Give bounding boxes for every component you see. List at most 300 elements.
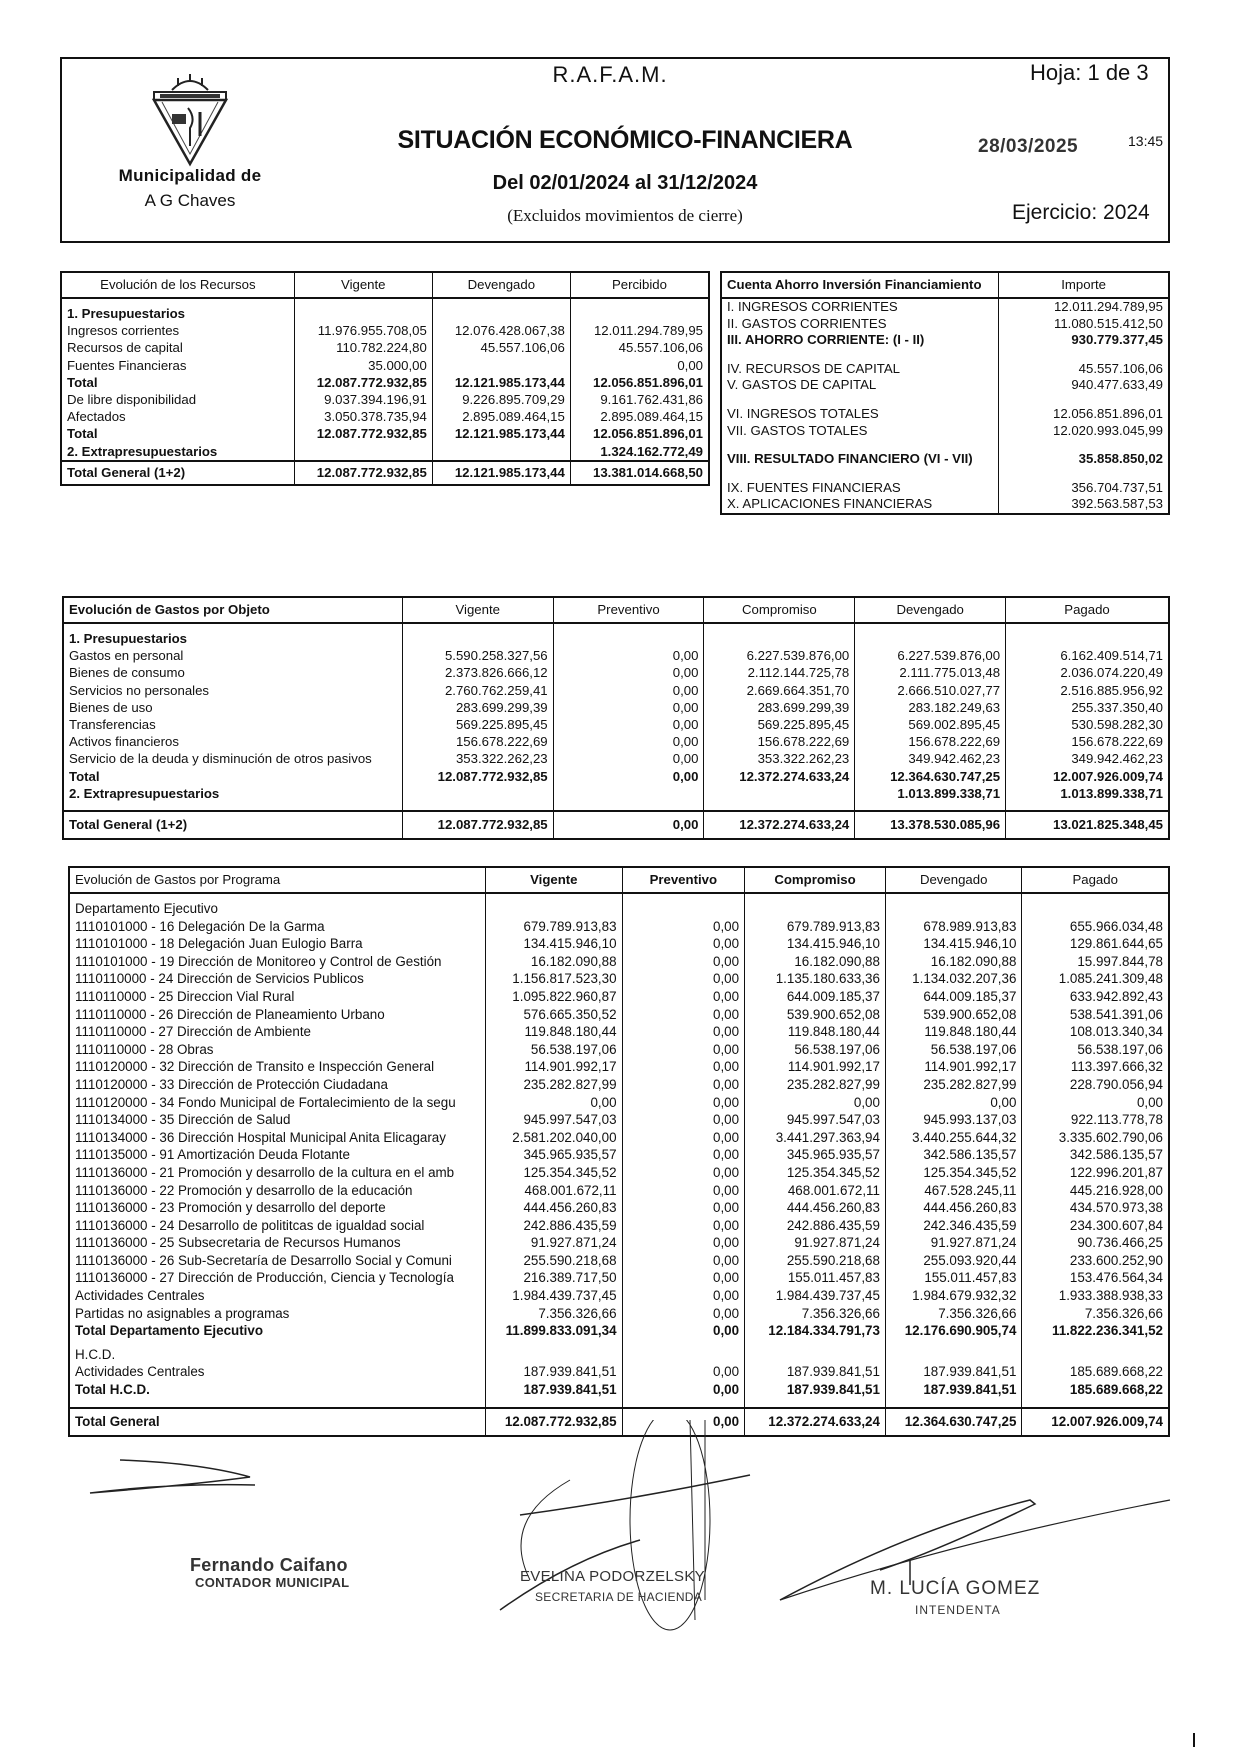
col-header: Devengado (432, 272, 570, 298)
vigente-value: 2.581.202.040,00 (486, 1129, 622, 1147)
preventivo-value: 0,00 (553, 716, 704, 733)
row-label: 2. Extrapresupuestarios (63, 785, 402, 802)
pagado-value: 185.689.668,22 (1069, 1364, 1163, 1380)
vigente-value: 35.000,00 (294, 357, 432, 374)
compromiso-value: 283.699.299,39 (704, 699, 855, 716)
table-row (61, 357, 709, 374)
devengado-value: 0,00 (885, 1094, 1021, 1112)
percibido-value: 2.895.089.464,15 (600, 409, 703, 425)
pagado-value: 0,00 (1136, 1094, 1163, 1110)
row-label: V. GASTOS DE CAPITAL (721, 377, 999, 394)
row-label: 1110135000 - 91 Amortización Deuda Flotante (69, 1146, 486, 1164)
devengado-value: 255.093.920,44 (885, 1252, 1021, 1270)
table-row (69, 1269, 1169, 1287)
pagado-value: 922.113.778,78 (1070, 1112, 1163, 1128)
importe-value: 356.704.737,51 (1071, 479, 1163, 495)
devengado-value: 16.182.090,88 (885, 953, 1021, 971)
table-row (61, 391, 709, 408)
pagado-value: 2.516.885.956,92 (1060, 682, 1163, 698)
signature-name: Fernando Caifano (190, 1555, 348, 1575)
col-header: Pagado (1072, 872, 1118, 888)
row-label: Total (61, 425, 294, 442)
devengado-value: 342.586.135,57 (885, 1146, 1021, 1164)
row-label: IX. FUENTES FINANCIERAS (721, 480, 999, 497)
table-row (69, 988, 1169, 1006)
devengado-value: 187.939.841,51 (885, 1381, 1021, 1399)
vigente-value (402, 785, 553, 802)
table-row (69, 1234, 1169, 1252)
row-label: IV. RECURSOS DE CAPITAL (721, 361, 999, 378)
col-header: Percibido (611, 277, 667, 293)
pagado-value: 129.861.644,65 (1069, 936, 1163, 952)
table-row (63, 768, 1169, 785)
row-label: H.C.D. (69, 1346, 486, 1364)
devengado-value: 3.440.255.644,32 (885, 1129, 1021, 1147)
row-label: 1110136000 - 21 Promoción y desarrollo de la cultura en el amb (69, 1164, 486, 1182)
table-row (69, 1305, 1169, 1323)
col-header: Vigente (486, 867, 622, 893)
importe-value: 45.557.106,06 (1078, 360, 1163, 376)
vigente-value: 345.965.935,57 (486, 1146, 622, 1164)
row-label: Fuentes Financieras (61, 357, 294, 374)
table-row (69, 1346, 1169, 1364)
table-row (69, 1322, 1169, 1340)
vigente-value: 1.156.817.523,30 (486, 970, 622, 988)
report-date: 28/03/2025 (978, 136, 1079, 157)
table-row (721, 361, 1169, 378)
table-row (69, 970, 1169, 988)
vigente-value: 576.665.350,52 (486, 1006, 622, 1024)
compromiso-value: 2.112.144.725,78 (704, 664, 855, 681)
pagado-value: 349.942.462,23 (1071, 751, 1163, 767)
vigente-value: 187.939.841,51 (486, 1381, 622, 1399)
row-label: 1110120000 - 33 Dirección de Protección Ciudadana (69, 1076, 486, 1094)
pagado-value: 1.013.899.338,71 (1060, 785, 1163, 801)
row-label: Departamento Ejecutivo (69, 900, 486, 918)
compromiso-value: 12.372.274.633,24 (745, 1408, 886, 1436)
preventivo-value: 0,00 (622, 935, 745, 953)
table-row (69, 1363, 1169, 1381)
vigente-value: 12.087.772.932,85 (294, 425, 432, 442)
vigente-value (402, 630, 553, 647)
table-row (69, 1252, 1169, 1270)
vigente-value: 3.050.378.735,94 (294, 408, 432, 425)
vigente-value: 242.886.435,59 (486, 1217, 622, 1235)
preventivo-value: 0,00 (553, 647, 704, 664)
signature-scribble-2-icon (490, 1420, 780, 1650)
compromiso-value: 16.182.090,88 (745, 953, 886, 971)
preventivo-value: 0,00 (622, 988, 745, 1006)
compromiso-value: 12.372.274.633,24 (704, 811, 855, 839)
total-row (63, 811, 1169, 839)
compromiso-value: 444.456.260,83 (745, 1199, 886, 1217)
vigente-value: 9.037.394.196,91 (294, 391, 432, 408)
row-label: Actividades Centrales (69, 1363, 486, 1381)
devengado-value (885, 900, 1021, 918)
table-row (61, 322, 709, 339)
vigente-value (294, 443, 432, 461)
devengado-value: 12.176.690.905,74 (885, 1322, 1021, 1340)
preventivo-value: 0,00 (622, 918, 745, 936)
percibido-value: 12.011.294.789,95 (593, 323, 703, 339)
pagado-value (1022, 900, 1169, 918)
devengado-value: 283.182.249,63 (855, 699, 1006, 716)
col-header: Evolución de los Recursos (61, 272, 294, 298)
row-label: 1110136000 - 25 Subsecretaria de Recursos Humanos (69, 1234, 486, 1252)
preventivo-value: 0,00 (553, 682, 704, 699)
row-label: 1110120000 - 32 Dirección de Transito e Inspección General (69, 1058, 486, 1076)
preventivo-value: 0,00 (622, 1164, 745, 1182)
col-header: Cuenta Ahorro Inversión Financiamiento (721, 272, 999, 298)
pagado-value: 3.335.602.790,06 (1058, 1129, 1163, 1145)
table-row (61, 443, 709, 461)
devengado-value: 156.678.222,69 (855, 733, 1006, 750)
importe-value: 12.011.294.789,95 (1053, 299, 1163, 314)
compromiso-value: 134.415.946,10 (745, 935, 886, 953)
devengado-value: 235.282.827,99 (885, 1076, 1021, 1094)
vigente-value: 444.456.260,83 (486, 1199, 622, 1217)
vigente-value: 216.389.717,50 (486, 1269, 622, 1287)
percibido-value: 9.161.762.431,86 (600, 392, 703, 408)
preventivo-value: 0,00 (622, 1363, 745, 1381)
vigente-value (486, 900, 622, 918)
signature-name: EVELINA PODORZELSKY (520, 1568, 705, 1585)
preventivo-value: 0,00 (622, 970, 745, 988)
compromiso-value (745, 900, 886, 918)
compromiso-value: 468.001.672,11 (745, 1182, 886, 1200)
row-label: 1110136000 - 26 Sub-Secretaría de Desarrollo Social y Comuni (69, 1252, 486, 1270)
preventivo-value: 0,00 (622, 1182, 745, 1200)
system-name: R.A.F.A.M. (552, 62, 668, 87)
compromiso-value: 187.939.841,51 (745, 1381, 886, 1399)
page-edge-mark (1193, 1733, 1195, 1747)
vigente-value: 353.322.262,23 (402, 750, 553, 767)
vigente-value: 679.789.913,83 (486, 918, 622, 936)
pagado-value: 2.036.074.220,49 (1060, 665, 1163, 681)
compromiso-value: 155.011.457,83 (745, 1269, 886, 1287)
row-label: Bienes de uso (63, 699, 402, 716)
compromiso-value: 242.886.435,59 (745, 1217, 886, 1235)
table-row (721, 423, 1169, 440)
compromiso-value: 156.678.222,69 (704, 733, 855, 750)
row-label: Total H.C.D. (69, 1381, 486, 1399)
vigente-value (294, 305, 432, 322)
total-row (61, 461, 709, 485)
pagado-value: 228.790.056,94 (1069, 1076, 1163, 1092)
row-label: Gastos en personal (63, 647, 402, 664)
table-row (69, 1199, 1169, 1217)
table-row (69, 1058, 1169, 1076)
preventivo-value: 0,00 (622, 1146, 745, 1164)
percibido-value: 12.056.851.896,01 (592, 426, 703, 442)
preventivo-value (622, 900, 745, 918)
vigente-value: 2.373.826.666,12 (402, 664, 553, 681)
percibido-value: 1.324.162.772,49 (600, 443, 703, 459)
vigente-value: 114.901.992,17 (486, 1058, 622, 1076)
fiscal-year: Ejercicio: 2024 (1012, 201, 1150, 224)
row-label: III. AHORRO CORRIENTE: (I - II) (721, 332, 999, 349)
row-label: 1110120000 - 34 Fondo Municipal de Fortalecimiento de la segu (69, 1094, 486, 1112)
caif-header-row (721, 272, 1169, 298)
vigente-value: 945.997.547,03 (486, 1111, 622, 1129)
table-row (69, 1111, 1169, 1129)
vigente-value: 255.590.218,68 (486, 1252, 622, 1270)
row-label: VI. INGRESOS TOTALES (721, 406, 999, 423)
devengado-value: 569.002.895,45 (855, 716, 1006, 733)
row-label: 2. Extrapresupuestarios (61, 443, 294, 461)
devengado-value: 945.993.137,03 (885, 1111, 1021, 1129)
signature-role: INTENDENTA (915, 1603, 1001, 1617)
pagado-value: 234.300.607,84 (1069, 1217, 1163, 1233)
devengado-value: 1.013.899.338,71 (855, 785, 1006, 802)
vigente-value: 1.984.439.737,45 (486, 1287, 622, 1305)
row-label: 1110110000 - 25 Direccion Vial Rural (69, 988, 486, 1006)
devengado-value: 1.984.679.932,32 (885, 1287, 1021, 1305)
vigente-value (486, 1346, 622, 1364)
preventivo-value: 0,00 (553, 664, 704, 681)
vigente-value: 468.001.672,11 (486, 1182, 622, 1200)
table-row (69, 1076, 1169, 1094)
devengado-value: 119.848.180,44 (885, 1023, 1021, 1041)
row-label: 1110134000 - 36 Dirección Hospital Municipal Anita Elicagaray (69, 1129, 486, 1147)
importe-value: 930.779.377,45 (1071, 332, 1163, 348)
vigente-value: 119.848.180,44 (486, 1023, 622, 1041)
table-row (61, 408, 709, 425)
row-label: Total General (69, 1408, 486, 1436)
table-row (721, 298, 1169, 316)
signature-name: M. LUCÍA GOMEZ (870, 1578, 1041, 1599)
table-row (69, 918, 1169, 936)
vigente-value: 125.354.345,52 (486, 1164, 622, 1182)
compromiso-value: 353.322.262,23 (704, 750, 855, 767)
expenses-by-object-table (62, 596, 1170, 840)
importe-value: 392.563.587,53 (1071, 496, 1163, 512)
pagado-value: 7.356.326,66 (1084, 1305, 1163, 1321)
devengado-value: 155.011.457,83 (885, 1269, 1021, 1287)
report-time: 13:45 (1128, 133, 1164, 149)
table-row (63, 647, 1169, 664)
devengado-value: 539.900.652,08 (885, 1006, 1021, 1024)
pagado-value: 6.162.409.514,71 (1060, 648, 1163, 664)
table-row (721, 406, 1169, 423)
preventivo-value: 0,00 (622, 1076, 745, 1094)
compromiso-value: 119.848.180,44 (745, 1023, 886, 1041)
pagado-value: 11.822.236.341,52 (1052, 1323, 1163, 1339)
table-row (69, 1287, 1169, 1305)
municipality-name-line1: Municipalidad de (118, 166, 262, 185)
table-row (63, 733, 1169, 750)
preventivo-value: 0,00 (622, 1041, 745, 1059)
devengado-value: 2.666.510.027,77 (855, 682, 1006, 699)
signature-role: SECRETARIA DE HACIENDA (535, 1590, 703, 1604)
vigente-value: 12.087.772.932,85 (294, 374, 432, 391)
devengado-value: 678.989.913,83 (885, 918, 1021, 936)
devengado-value: 2.895.089.464,15 (432, 408, 570, 425)
compromiso-value: 1.984.439.737,45 (745, 1287, 886, 1305)
compromiso-value: 114.901.992,17 (745, 1058, 886, 1076)
devengado-value (432, 443, 570, 461)
devengado-value: 644.009.185,37 (885, 988, 1021, 1006)
vigente-value: 1.095.822.960,87 (486, 988, 622, 1006)
devengado-value: 7.356.326,66 (885, 1305, 1021, 1323)
col-header: Evolución de Gastos por Objeto (63, 597, 402, 623)
preventivo-value: 0,00 (622, 1023, 745, 1041)
vigente-value: 2.760.762.259,41 (402, 682, 553, 699)
row-label: X. APLICACIONES FINANCIERAS (721, 496, 999, 514)
preventivo-value: 0,00 (622, 1111, 745, 1129)
compromiso-value: 644.009.185,37 (745, 988, 886, 1006)
row-label: 1110110000 - 26 Dirección de Planeamiento Urbano (69, 1006, 486, 1024)
vigente-value: 7.356.326,66 (486, 1305, 622, 1323)
devengado-value: 12.364.630.747,25 (885, 1408, 1021, 1436)
preventivo-value (622, 1346, 745, 1364)
vigente-value: 12.087.772.932,85 (402, 768, 553, 785)
row-label: Actividades Centrales (69, 1287, 486, 1305)
compromiso-value: 12.372.274.633,24 (704, 768, 855, 785)
col-header: Preventivo (622, 867, 745, 893)
devengado-value: 134.415.946,10 (885, 935, 1021, 953)
table-row (69, 1164, 1169, 1182)
preventivo-value: 0,00 (622, 953, 745, 971)
pagado-value: 153.476.564,34 (1069, 1270, 1163, 1286)
preventivo-value: 0,00 (553, 733, 704, 750)
table-row (63, 785, 1169, 802)
devengado-value (432, 357, 570, 374)
table-row (721, 480, 1169, 497)
compromiso-value: 255.590.218,68 (745, 1252, 886, 1270)
pagado-value: 530.598.282,30 (1071, 717, 1163, 733)
compromiso-value: 0,00 (745, 1094, 886, 1112)
preventivo-value (553, 785, 704, 802)
pagado-value: 255.337.350,40 (1071, 699, 1163, 715)
importe-value: 940.477.633,49 (1071, 377, 1163, 393)
devengado-value: 242.346.435,59 (885, 1217, 1021, 1235)
row-label: VII. GASTOS TOTALES (721, 423, 999, 440)
row-label: Total (61, 374, 294, 391)
signature-role: CONTADOR MUNICIPAL (195, 1575, 350, 1590)
program-header-row (69, 867, 1169, 893)
preventivo-value: 0,00 (553, 811, 704, 839)
table-row (69, 935, 1169, 953)
table-row (69, 1146, 1169, 1164)
col-header: Preventivo (553, 597, 704, 623)
preventivo-value (553, 630, 704, 647)
compromiso-value: 345.965.935,57 (745, 1146, 886, 1164)
report-period: Del 02/01/2024 al 31/12/2024 (492, 172, 758, 194)
row-label: Servicios no personales (63, 682, 402, 699)
table-row (69, 1041, 1169, 1059)
row-label: Activos financieros (63, 733, 402, 750)
table-row (61, 425, 709, 442)
devengado-value: 12.121.985.173,44 (432, 425, 570, 442)
devengado-value (885, 1346, 1021, 1364)
row-label: Recursos de capital (61, 339, 294, 356)
preventivo-value: 0,00 (553, 750, 704, 767)
object-header-row (63, 597, 1169, 623)
row-label: Total General (1+2) (61, 461, 294, 485)
preventivo-value: 0,00 (622, 1094, 745, 1112)
pagado-value (1006, 630, 1169, 647)
percibido-value: 45.557.106,06 (618, 340, 703, 356)
row-label: 1110101000 - 19 Dirección de Monitoreo y Control de Gestión (69, 953, 486, 971)
preventivo-value: 0,00 (622, 1252, 745, 1270)
pagado-value: 90.736.466,25 (1077, 1235, 1163, 1251)
col-header: Vigente (402, 597, 553, 623)
table-row (63, 716, 1169, 733)
col-header: Devengado (855, 597, 1006, 623)
devengado-value: 91.927.871,24 (885, 1234, 1021, 1252)
compromiso-value: 945.997.547,03 (745, 1111, 886, 1129)
row-label: 1110136000 - 24 Desarrollo de polititcas de igualdad social (69, 1217, 486, 1235)
row-label: 1110101000 - 18 Delegación Juan Eulogio Barra (69, 935, 486, 953)
percibido-value (570, 305, 709, 322)
vigente-value: 569.225.895,45 (402, 716, 553, 733)
pagado-value: 445.216.928,00 (1069, 1182, 1163, 1198)
vigente-value: 12.087.772.932,85 (402, 811, 553, 839)
compromiso-value (745, 1346, 886, 1364)
compromiso-value: 7.356.326,66 (745, 1305, 886, 1323)
percibido-value: 12.056.851.896,01 (592, 374, 703, 390)
compromiso-value: 6.227.539.876,00 (704, 647, 855, 664)
preventivo-value: 0,00 (622, 1269, 745, 1287)
row-label: De libre disponibilidad (61, 391, 294, 408)
devengado-value: 114.901.992,17 (885, 1058, 1021, 1076)
pagado-value: 56.538.197,06 (1077, 1041, 1163, 1057)
row-label: 1. Presupuestarios (61, 305, 294, 322)
vigente-value: 91.927.871,24 (486, 1234, 622, 1252)
percibido-value: 13.381.014.668,50 (592, 465, 703, 481)
compromiso-value: 1.135.180.633,36 (745, 970, 886, 988)
preventivo-value: 0,00 (553, 699, 704, 716)
row-label: Partidas no asignables a programas (69, 1305, 486, 1323)
table-row (69, 900, 1169, 918)
devengado-value: 56.538.197,06 (885, 1041, 1021, 1059)
row-label: 1. Presupuestarios (63, 630, 402, 647)
table-row (69, 1129, 1169, 1147)
row-label: 1110134000 - 35 Dirección de Salud (69, 1111, 486, 1129)
preventivo-value: 0,00 (622, 1381, 745, 1399)
municipality-name-line2: A G Chaves (144, 191, 236, 210)
table-row (721, 451, 1169, 468)
table-row (61, 374, 709, 391)
table-row (69, 1006, 1169, 1024)
municipal-crest-icon (150, 72, 230, 167)
preventivo-value: 0,00 (622, 1129, 745, 1147)
vigente-value: 11.976.955.708,05 (294, 322, 432, 339)
row-label: I. INGRESOS CORRIENTES (721, 298, 999, 316)
vigente-value: 134.415.946,10 (486, 935, 622, 953)
percibido-value: 0,00 (677, 357, 703, 373)
preventivo-value: 0,00 (622, 1305, 745, 1323)
row-label: Total Departamento Ejecutivo (69, 1322, 486, 1340)
devengado-value: 13.378.530.085,96 (855, 811, 1006, 839)
row-label: 1110110000 - 27 Dirección de Ambiente (69, 1023, 486, 1041)
row-label: 1110136000 - 27 Dirección de Producción, Ciencia y Tecnología (69, 1269, 486, 1287)
devengado-value (855, 630, 1006, 647)
row-label: II. GASTOS CORRIENTES (721, 316, 999, 333)
row-label: 1110136000 - 23 Promoción y desarrollo del deporte (69, 1199, 486, 1217)
report-note: (Excluidos movimientos de cierre) (507, 206, 743, 225)
table-row (69, 1217, 1169, 1235)
col-header: Pagado (1064, 602, 1110, 618)
row-label: Ingresos corrientes (61, 322, 294, 339)
preventivo-value: 0,00 (622, 1408, 745, 1436)
table-row (721, 332, 1169, 349)
compromiso-value: 2.669.664.351,70 (704, 682, 855, 699)
devengado-value: 1.134.032.207,36 (885, 970, 1021, 988)
col-header: Evolución de Gastos por Programa (69, 867, 486, 893)
table-row (69, 1381, 1169, 1399)
